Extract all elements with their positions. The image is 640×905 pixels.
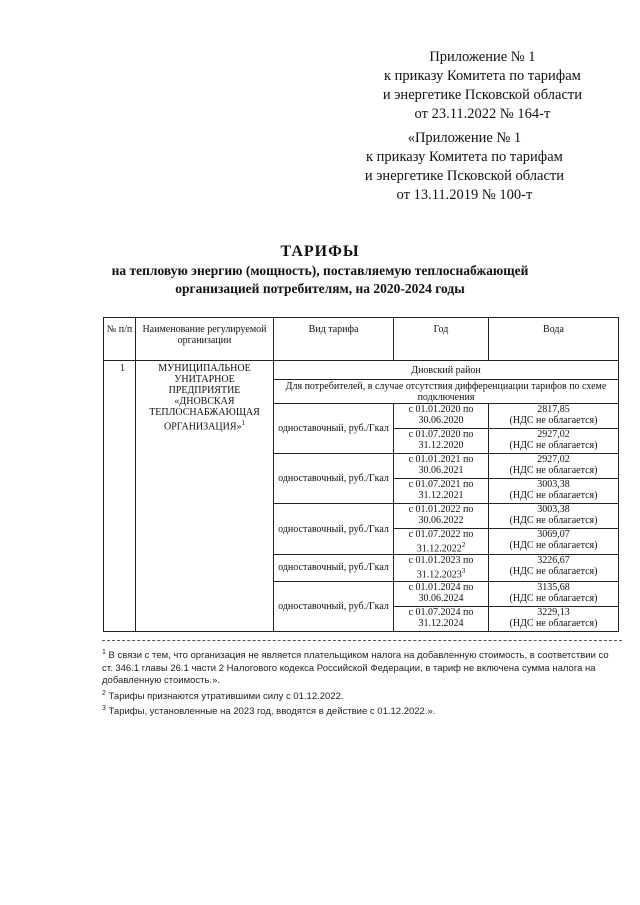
period: с 01.01.2024 по 30.06.2024 xyxy=(394,581,489,606)
period: с 01.01.2022 по 30.06.2022 xyxy=(394,504,489,529)
period: с 01.07.2020 по 31.12.2020 xyxy=(394,429,489,454)
title-subtitle-line2: организацией потребителям, на 2020-2024 годы xyxy=(175,281,465,296)
appendix-header-old xyxy=(365,129,564,205)
vat-note: (НДС не облагается) xyxy=(509,465,598,476)
footnote-mark: 3 xyxy=(102,705,106,713)
tariff-value-cell xyxy=(489,581,619,606)
tariff-value: 3003,38 xyxy=(537,504,570,515)
vat-note: (НДС не облагается) xyxy=(509,440,598,451)
tariff-value: 3003,38 xyxy=(537,479,570,490)
document-title xyxy=(0,242,640,298)
period: с 01.07.2021 по 31.12.2021 xyxy=(394,479,489,504)
tariff-value-cell xyxy=(489,479,619,504)
tariff-value-cell xyxy=(489,429,619,454)
header-year: Год xyxy=(394,318,489,361)
period: с 01.07.2024 по 31.12.2024 xyxy=(394,606,489,631)
header-water: Вода xyxy=(489,318,619,361)
vat-note: (НДС не облагается) xyxy=(509,490,598,501)
organization-name: МУНИЦИПАЛЬНОЕ УНИТАРНОЕ ПРЕДПРИЯТИЕ «ДНОВСКАЯ ТЕПЛОСНАБЖАЮЩАЯ ОРГАНИЗАЦИЯ» xyxy=(149,363,260,433)
period-cell xyxy=(394,555,489,581)
tariff-type: одноставочный, руб./Гкал xyxy=(274,404,394,454)
footnote-3 xyxy=(102,703,622,719)
tariff-value-cell xyxy=(489,529,619,555)
footnotes xyxy=(102,647,622,719)
appendix-header-new xyxy=(383,48,582,124)
appendix-date: от 13.11.2019 № 100-т xyxy=(396,187,533,203)
footnote-text: Тарифы признаются утратившими силу с 01.12.2022. xyxy=(108,690,344,702)
footnote-text: В связи с тем, что организация не является плательщиком налога на добавленную стоимость, в соответствии со ст. 346.1 главы 26.1 части 2 Налогового кодекса Российской Федерации, в тариф не включена сумма налога на добавленную стоимость.». xyxy=(102,650,609,687)
appendix-title: Приложение № 1 xyxy=(429,49,536,65)
period: с 01.01.2020 по 30.06.2020 xyxy=(394,404,489,429)
footnote-2 xyxy=(102,688,622,704)
footnote-mark: 1 xyxy=(102,649,106,656)
period-footnote-mark: 2 xyxy=(461,541,466,549)
footnote-mark: 2 xyxy=(102,689,106,697)
tariff-value-cell xyxy=(489,404,619,429)
period-cell xyxy=(394,529,489,555)
appendix-title: «Приложение № 1 xyxy=(407,130,522,146)
tariff-value: 3229,13 xyxy=(537,606,570,618)
district-name: Дновский район xyxy=(274,361,619,380)
footnote-divider xyxy=(102,640,622,641)
period-footnote-mark: 3 xyxy=(461,567,466,576)
vat-note: (НДС не облагается) xyxy=(509,566,598,578)
district-row xyxy=(104,361,619,380)
appendix-date: от 23.11.2022 № 164-т xyxy=(414,106,551,122)
vat-note: (НДС не облагается) xyxy=(509,617,598,629)
tariff-value: 2927,02 xyxy=(537,454,570,465)
tariff-value: 3226,67 xyxy=(537,555,570,567)
vat-note: (НДС не облагается) xyxy=(509,415,598,426)
tariff-value: 2927,02 xyxy=(537,429,570,440)
tariff-type: одноставочный, руб./Гкал xyxy=(274,581,394,631)
tariff-value-cell xyxy=(489,504,619,529)
footnote-1 xyxy=(102,647,622,688)
title-subtitle-line1: на тепловую энергию (мощность), поставляемую теплоснабжающей xyxy=(111,263,529,278)
period: с 01.01.2023 по 31.12.2023 xyxy=(408,555,474,581)
organization-cell xyxy=(136,361,274,632)
consumers-description: Для потребителей, в случае отсутствия дифференциации тарифов по схеме подключения xyxy=(274,380,619,404)
tariff-value-cell xyxy=(489,606,619,631)
appendix-line: и энергетике Псковской области xyxy=(382,87,582,103)
tariff-type: одноставочный, руб./Гкал xyxy=(274,454,394,504)
header-num: № п/п xyxy=(104,318,136,361)
vat-note: (НДС не облагается) xyxy=(509,540,598,551)
header-org: Наименование регулируемой организации xyxy=(136,318,274,361)
tariff-table xyxy=(103,317,619,632)
organization-footnote-mark: 1 xyxy=(241,419,245,427)
vat-note: (НДС не облагается) xyxy=(509,515,598,526)
row-number: 1 xyxy=(104,361,136,632)
period: с 01.01.2021 по 30.06.2021 xyxy=(394,454,489,479)
table-header-row xyxy=(104,318,619,361)
title-main: ТАРИФЫ xyxy=(280,243,360,260)
tariff-value-cell xyxy=(489,454,619,479)
period: с 01.07.2022 по 31.12.2022 xyxy=(408,529,474,555)
appendix-line: и энергетике Псковской области xyxy=(364,168,564,184)
tariff-type: одноставочный, руб./Гкал xyxy=(274,504,394,555)
tariff-value: 3069,07 xyxy=(537,529,570,540)
footnote-text: Тарифы, установленные на 2023 год, вводятся в действие с 01.12.2022.». xyxy=(108,706,436,718)
tariff-value: 3135,68 xyxy=(537,581,570,593)
header-type: Вид тарифа xyxy=(274,318,394,361)
tariff-value-cell xyxy=(489,555,619,581)
appendix-line: к приказу Комитета по тарифам xyxy=(384,68,581,84)
appendix-line: к приказу Комитета по тарифам xyxy=(366,149,563,165)
tariff-value: 2817,85 xyxy=(537,404,570,415)
vat-note: (НДС не облагается) xyxy=(509,592,598,604)
tariff-type: одноставочный, руб./Гкал xyxy=(274,555,394,581)
